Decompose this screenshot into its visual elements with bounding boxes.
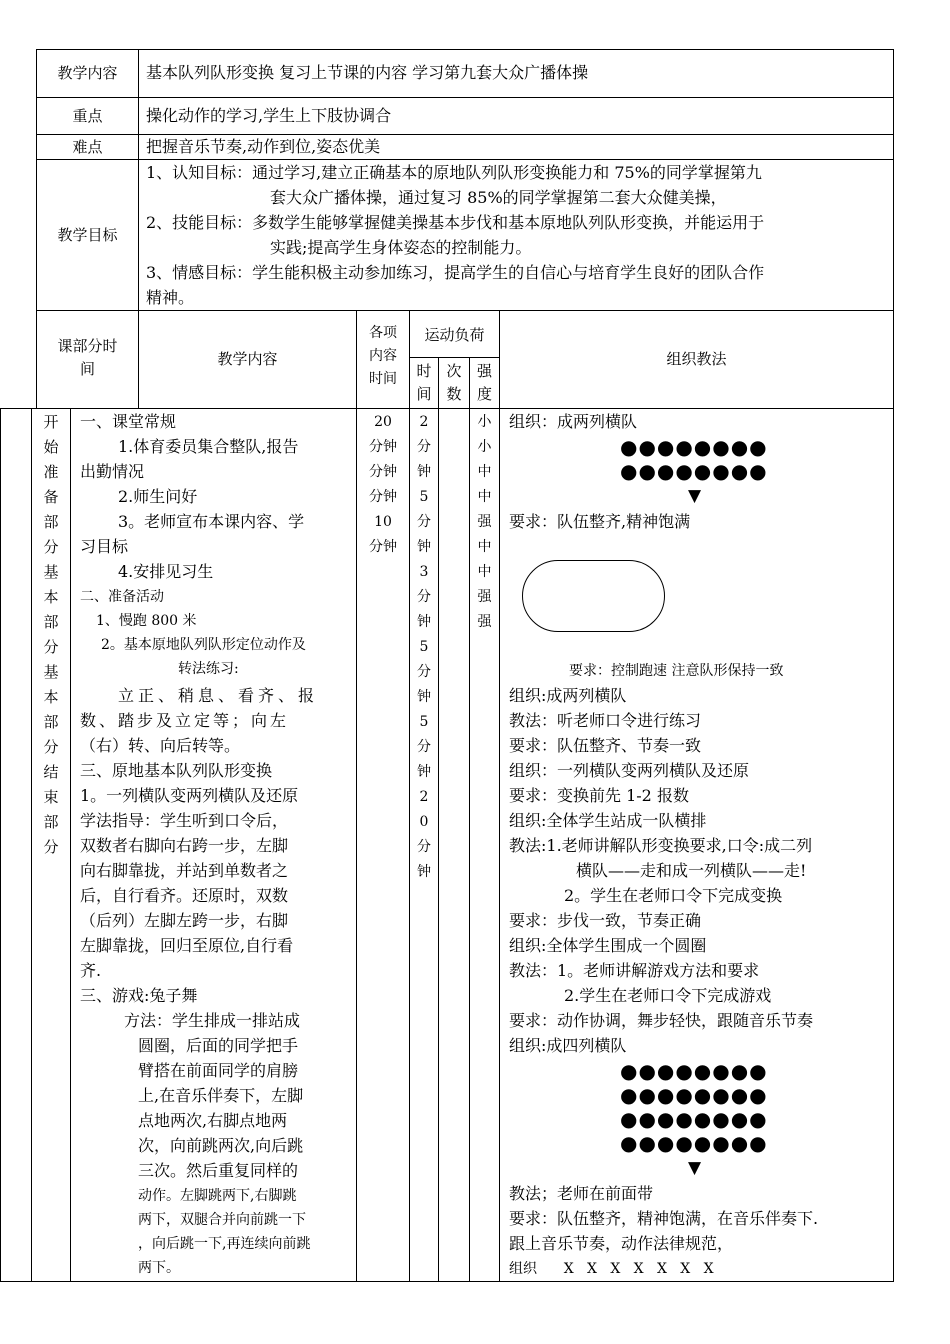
head-intensity-line: 强	[476, 362, 492, 380]
content-line: 习目标	[80, 537, 129, 556]
head-section-time-line: 课部分时	[57, 337, 118, 355]
teacher-arrow-icon: ▼	[688, 1158, 702, 1178]
content-line: 2.师生问好	[118, 487, 198, 506]
method-line: 要求：队伍整齐、节奏一致	[509, 736, 702, 755]
content-value: 基本队列队形变换 复习上节课的内容 学习第九套大众广播体操	[146, 63, 589, 82]
method-line: 2。学生在老师口令下完成变换	[564, 886, 783, 905]
content-line: 上,在音乐伴奏下，左脚	[138, 1086, 304, 1105]
content-line: 圆圈，后面的同学把手	[138, 1036, 299, 1055]
method-line: 要求：变换前先 1-2 报数	[509, 786, 689, 805]
content-line: 三、游戏:兔子舞	[80, 986, 198, 1005]
formation-row: ●●●●●●●●	[620, 1107, 768, 1131]
content-line: 向右脚靠拢，并站到单数者之	[80, 861, 289, 880]
focus-value: 操化动作的学习,学生上下肢协调合	[146, 106, 392, 125]
method-line: 要求：队伍整齐，精神饱满，在音乐伴奏下.	[509, 1209, 819, 1228]
content-line: 次，向前跳两次,向后跳	[138, 1136, 304, 1155]
content-line: 数、踏步及立定等；向左	[80, 711, 290, 730]
goal-line: 精神。	[146, 288, 195, 307]
content-line: 点地两次,右脚点地两	[138, 1111, 288, 1130]
content-line: 3。老师宣布本课内容、学	[118, 512, 305, 531]
goals-label: 教学目标	[57, 226, 118, 244]
content-line: 两下。	[138, 1260, 180, 1276]
method-line: 要求：队伍整齐,精神饱满	[509, 512, 691, 531]
content-line: 臂搭在前面同学的肩膀	[138, 1061, 299, 1080]
content-line: （右）转、向后转等。	[80, 736, 241, 755]
difficulty-value: 把握音乐节奏,动作到位,姿态优美	[146, 137, 381, 156]
content-line: 二、准备活动	[80, 589, 164, 605]
method-line: 教法；老师在前面带	[509, 1184, 654, 1203]
head-item-time-line: 内容	[369, 348, 397, 364]
goal-line: 实践;提高学生身体姿态的控制能力。	[270, 238, 532, 257]
head-item-time-line: 各项	[369, 325, 397, 341]
method-line: 教法：1。老师讲解游戏方法和要求	[509, 961, 760, 980]
formation-row: ●●●●●●●●	[620, 459, 768, 483]
content-line: 1、慢跑 800 米	[96, 613, 197, 629]
head-item-time-line: 时间	[369, 371, 397, 387]
teacher-arrow-icon: ▼	[688, 486, 702, 506]
content-line: 齐.	[80, 961, 102, 980]
parts-column: 开 始 准 备 部 分 基 本 部 分 基 本 部 分 结 束 部 分	[43, 413, 59, 856]
content-label: 教学内容	[57, 64, 118, 82]
content-line: 转法练习:	[178, 661, 239, 677]
intensity-column: 小 小 中 中 强 中 中 强 强	[477, 414, 492, 630]
method-line: 要求：动作协调，舞步轻快，跟随音乐节奏	[509, 1011, 814, 1030]
formation-row: ●●●●●●●●	[620, 1131, 768, 1155]
method-line: 要求：步伐一致，节奏正确	[509, 911, 702, 930]
method-line: 跟上音乐节奏，动作法律规范，	[509, 1234, 734, 1253]
method-line: 组织：一列横队变两列横队及还原	[509, 761, 750, 780]
load-times-column: 2 分 钟 5 分 钟 3 分 钟 5 分 钟 5 分 钟 2 0 分 钟	[417, 414, 431, 880]
content-line: 方法：学生排成一排站成	[124, 1011, 301, 1030]
content-line: 一、课堂常规	[80, 412, 177, 431]
content-line: 立正、稍息、看齐、报	[118, 686, 319, 705]
item-times-column: 20 分钟 分钟 分钟 10 分钟	[369, 414, 397, 555]
content-line: 1。一列横队变两列横队及还原	[80, 786, 299, 805]
formation-row: ●●●●●●●●	[620, 1083, 768, 1107]
head-load: 运动负荷	[424, 326, 485, 344]
goal-line: 2、技能目标：多数学生能够掌握健美操基本步伐和基本原地队列队形变换，并能运用于	[146, 213, 765, 232]
head-section-time	[37, 335, 138, 381]
content-line: 学法指导：学生听到口令后，	[80, 811, 289, 830]
head-section-time-line: 间	[79, 360, 95, 378]
method-line: 组织:成四列横队	[509, 1036, 627, 1055]
content-line: 1.体育委员集合整队,报告	[118, 437, 299, 456]
head-intensity	[470, 360, 499, 406]
content-line: 双数者右脚向右跨一步，左脚	[80, 836, 289, 855]
goal-line: 套大众广播体操，通过复习 85%的同学掌握第二套大众健美操，	[270, 188, 727, 207]
head-load-time-line: 间	[416, 385, 432, 403]
content-line: 两下，双腿合并向前跳一下	[138, 1212, 306, 1228]
content-line: 三、原地基本队列队形变换	[80, 761, 273, 780]
head-method: 组织教法	[666, 350, 727, 368]
content-line: 2。基本原地队列队形定位动作及	[101, 637, 306, 653]
method-line: 横队——走和成一列横队——走!	[576, 861, 807, 880]
method-line: 组织：成两列横队	[509, 412, 638, 431]
content-line: 左脚靠拢，回归至原位,自行看	[80, 936, 294, 955]
method-line: 组织:全体学生围成一个圆圈	[509, 936, 707, 955]
head-load-time-line: 时	[416, 362, 432, 380]
head-load-time	[410, 360, 438, 406]
method-line: 教法：听老师口令进行练习	[509, 711, 702, 730]
method-line: 2.学生在老师口令下完成游戏	[564, 986, 772, 1005]
head-intensity-line: 度	[476, 385, 492, 403]
method-line: 教法:1.老师讲解队形变换要求,口令:成二列	[509, 836, 813, 855]
head-load-count	[439, 360, 469, 406]
running-track-oval	[522, 560, 665, 632]
formation-row: ●●●●●●●●	[620, 1059, 768, 1083]
content-line: 动作。左脚跳两下,右脚跳	[138, 1188, 297, 1204]
method-line: 组织:全体学生站成一队横排	[509, 811, 707, 830]
goal-line: 1、认知目标：通过学习,建立正确基本的原地队列队形变换能力和 75%的同学掌握第九	[146, 163, 762, 182]
head-teaching-content: 教学内容	[217, 350, 278, 368]
content-line: 后，自行看齐。还原时，双数	[80, 886, 289, 905]
method-line: 组织:成两列横队	[509, 686, 627, 705]
method-line: 组织 X X X X X X X	[509, 1261, 714, 1277]
content-line: 三次。然后重复同样的	[138, 1161, 299, 1180]
focus-label: 重点	[72, 107, 103, 125]
difficulty-label: 难点	[72, 138, 103, 156]
content-line: ，向后跳一下,再连续向前跳	[138, 1236, 311, 1252]
formation-row: ●●●●●●●●	[620, 435, 768, 459]
head-item-time	[357, 322, 409, 391]
content-line: （后列）左脚左跨一步，右脚	[80, 911, 289, 930]
method-line: 要求：控制跑速 注意队形保持一致	[569, 663, 784, 679]
content-line: 出勤情况	[80, 462, 145, 481]
head-load-count-line: 数	[446, 385, 462, 403]
goal-line: 3、情感目标：学生能积极主动参加练习，提高学生的自信心与培育学生良好的团队合作	[146, 263, 765, 282]
head-load-count-line: 次	[446, 362, 462, 380]
content-line: 4.安排见习生	[118, 562, 214, 581]
